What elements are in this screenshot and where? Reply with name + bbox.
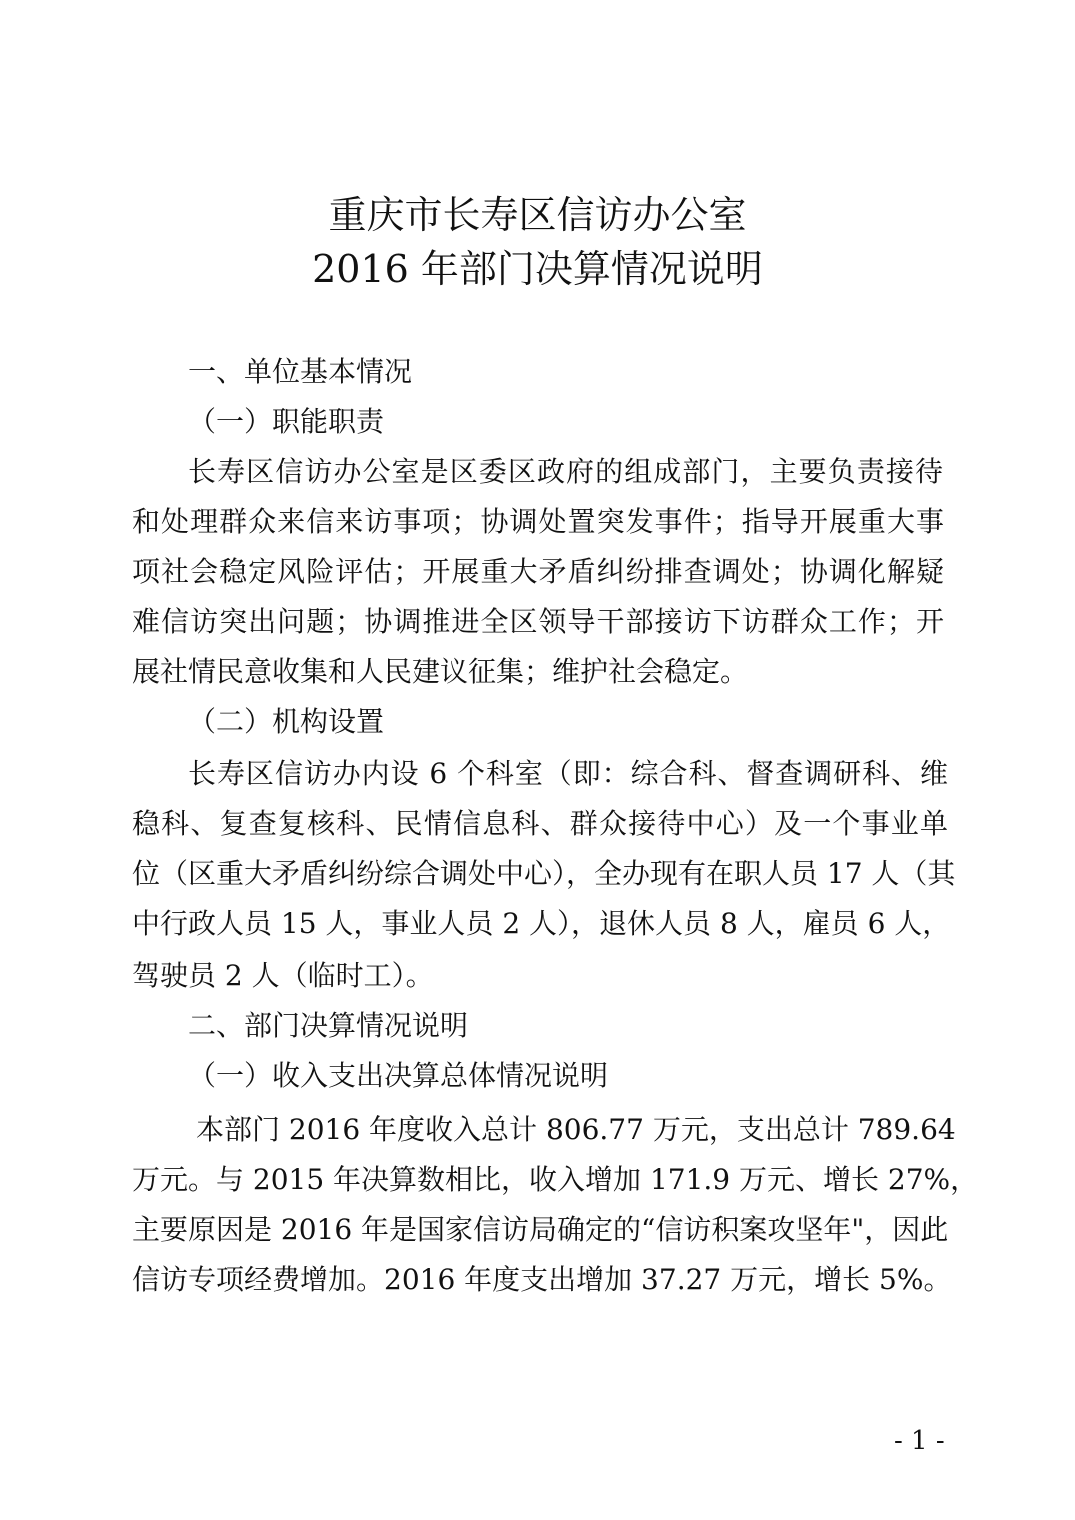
paragraph-line: 难信访突出问题；协调推进全区领导干部接访下访群众工作；开 [132, 605, 944, 638]
document-title-line-1: 重庆市长寿区信访办公室 [328, 193, 747, 237]
document-title-line-2: 2016 年部门决算情况说明 [312, 247, 763, 291]
paragraph-line: 稳科、复查复核科、民情信息科、群众接待中心）及一个事业单 [132, 807, 948, 840]
paragraph-line: 长寿区信访办公室是区委区政府的组成部门，主要负责接待 [188, 455, 943, 488]
subsection-heading-1-2: （二）机构设置 [188, 705, 385, 738]
paragraph-line: 位（区重大矛盾纠纷综合调处中心），全办现有在职人员 17 人（其 [132, 857, 956, 890]
paragraph-line: 展社情民意收集和人民建议征集；维护社会稳定。 [132, 655, 749, 688]
paragraph-line: 中行政人员 15 人，事业人员 2 人），退休人员 8 人，雇员 6 人， [132, 907, 951, 940]
paragraph-line: 本部门 2016 年度收入总计 806.77 万元，支出总计 789.64 [196, 1113, 956, 1146]
paragraph-line: 长寿区信访办内设 6 个科室（即：综合科、督查调研科、维 [188, 757, 948, 790]
paragraph-line: 信访专项经费增加。2016 年度支出增加 37.27 万元，增长 5%。 [132, 1263, 952, 1296]
paragraph-line: 项社会稳定风险评估；开展重大矛盾纠纷排查调处；协调化解疑 [132, 555, 944, 588]
paragraph-line: 万元。与 2015 年决算数相比，收入增加 171.9 万元、增长 27%， [132, 1163, 979, 1196]
section-heading-2: 二、部门决算情况说明 [188, 1009, 469, 1042]
paragraph-line: 驾驶员 2 人（临时工）。 [132, 959, 434, 992]
paragraph-line: 主要原因是 2016 年是国家信访局确定的“信访积案攻坚年"，因此 [132, 1213, 949, 1246]
page-number: - 1 - [894, 1426, 945, 1456]
section-heading-1: 一、单位基本情况 [188, 355, 413, 388]
paragraph-line: 和处理群众来信来访事项；协调处置突发事件；指导开展重大事 [132, 505, 944, 538]
subsection-heading-1-1: （一）职能职责 [188, 405, 385, 438]
subsection-heading-2-1: （一）收入支出决算总体情况说明 [188, 1059, 609, 1092]
